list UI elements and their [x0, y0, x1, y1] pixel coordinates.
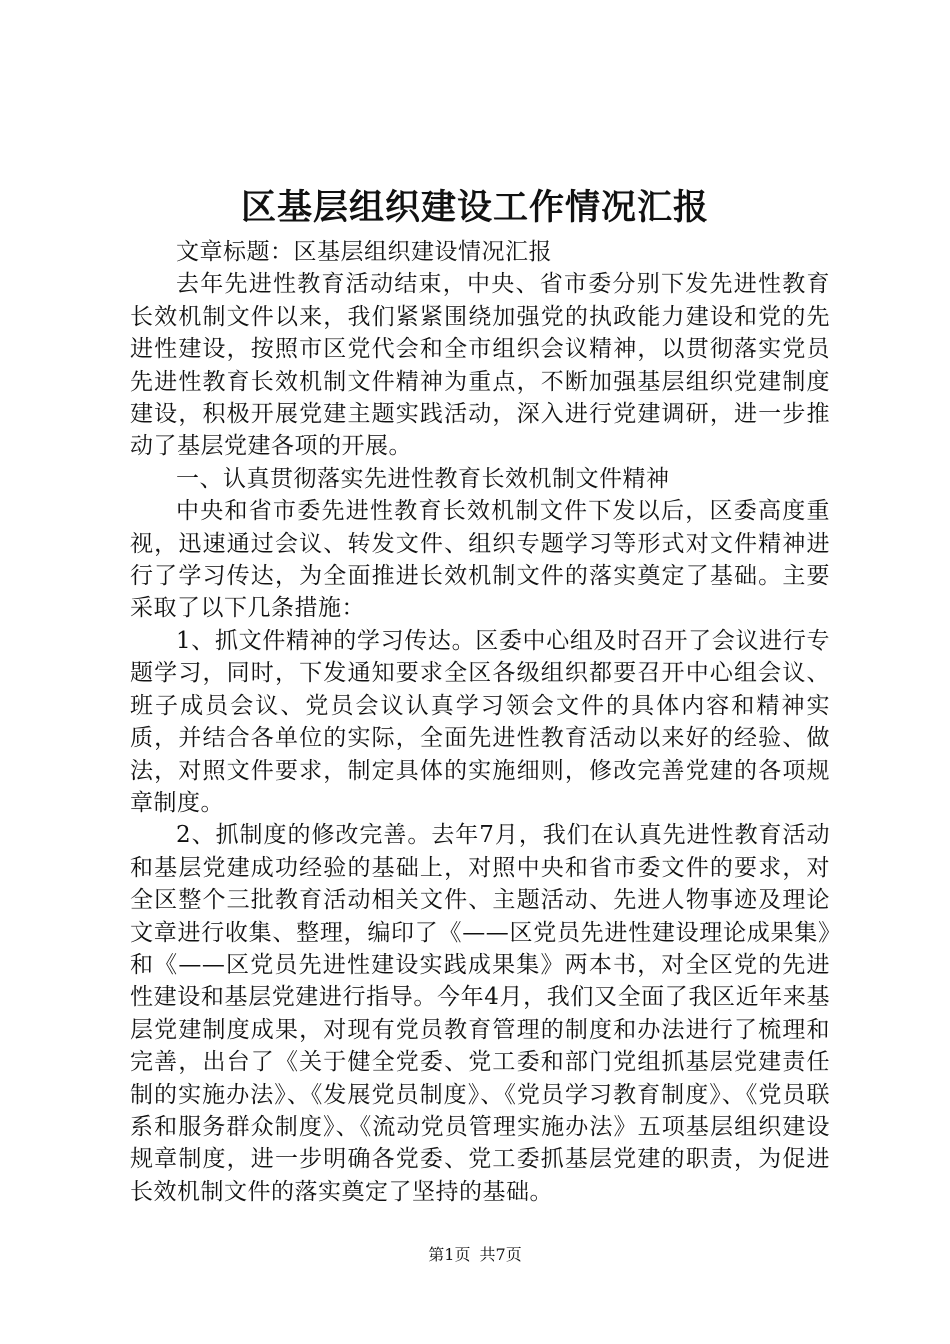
section-heading: 一、认真贯彻落实先进性教育长效机制文件精神 [176, 465, 670, 492]
page-footer [0, 1244, 950, 1266]
article-subtitle: 文章标题：区基层组织建设情况汇报 [176, 239, 552, 265]
document-title: 区基层组织建设工作情况汇报 [240, 187, 709, 228]
measure-paragraph-1: 1、抓文件精神的学习传达。区委中心组及时召开了会议进行专题学习，同时，下发通知要求全区各级组织都要召开中心组会议、班子成员会议、党员会议认真学习领会文件的具体内容和精神实质，并结合各单位的实际，全面先进性教育活动以来好的经验、做法，对照文件要求，制定具体的实施细则，修改完善党建的各项规章制度。 [130, 627, 830, 816]
document-body [130, 236, 830, 1208]
page-total: 共7页 [479, 1245, 522, 1264]
intro-paragraph: 去年先进性教育活动结束，中央、省市委分别下发先进性教育长效机制文件以来，我们紧紧围绕加强党的执政能力建设和党的先进性建设，按照市区党代会和全市组织会议精神，以贯彻落实党员先进性教育长效机制文件精神为重点，不断加强基层组织党建制度建设，积极开展党建主题实践活动，深入进行党建调研，进一步推动了基层党建各项的开展。 [130, 271, 830, 460]
section-paragraph: 中央和省市委先进性教育长效机制文件下发以后，区委高度重视，迅速通过会议、转发文件、组织专题学习等形式对文件精神进行了学习传达，为全面推进长效机制文件的落实奠定了基础。主要采取了以下几条措施： [130, 498, 830, 622]
measure-paragraph-2: 2、抓制度的修改完善。去年7月，我们在认真先进性教育活动和基层党建成功经验的基础上，对照中央和省市委文件的要求，对全区整个三批教育活动相关文件、主题活动、先进人物事迹及理论文章进行收集、整理，编印了《——区党员先进性建设理论成果集》和《——区党员先进性建设实践成果集》两本书，对全区党的先进性建设和基层党建进行指导。今年4月，我们又全面了我区近年来基层党建制度成果，对现有党员教育管理的制度和办法进行了梳理和完善，出台了《关于健全党委、党工委和部门党组抓基层党建责任制的实施办法》、《发展党员制度》、《党员学习教育制度》、《党员联系和服务群众制度》、《流动党员管理实施办法》五项基层组织建设规章制度，进一步明确各党委、党工委抓基层党建的职责，为促进长效机制文件的落实奠定了坚持的基础。 [130, 822, 830, 1205]
page-number: 第1页 [428, 1245, 471, 1264]
